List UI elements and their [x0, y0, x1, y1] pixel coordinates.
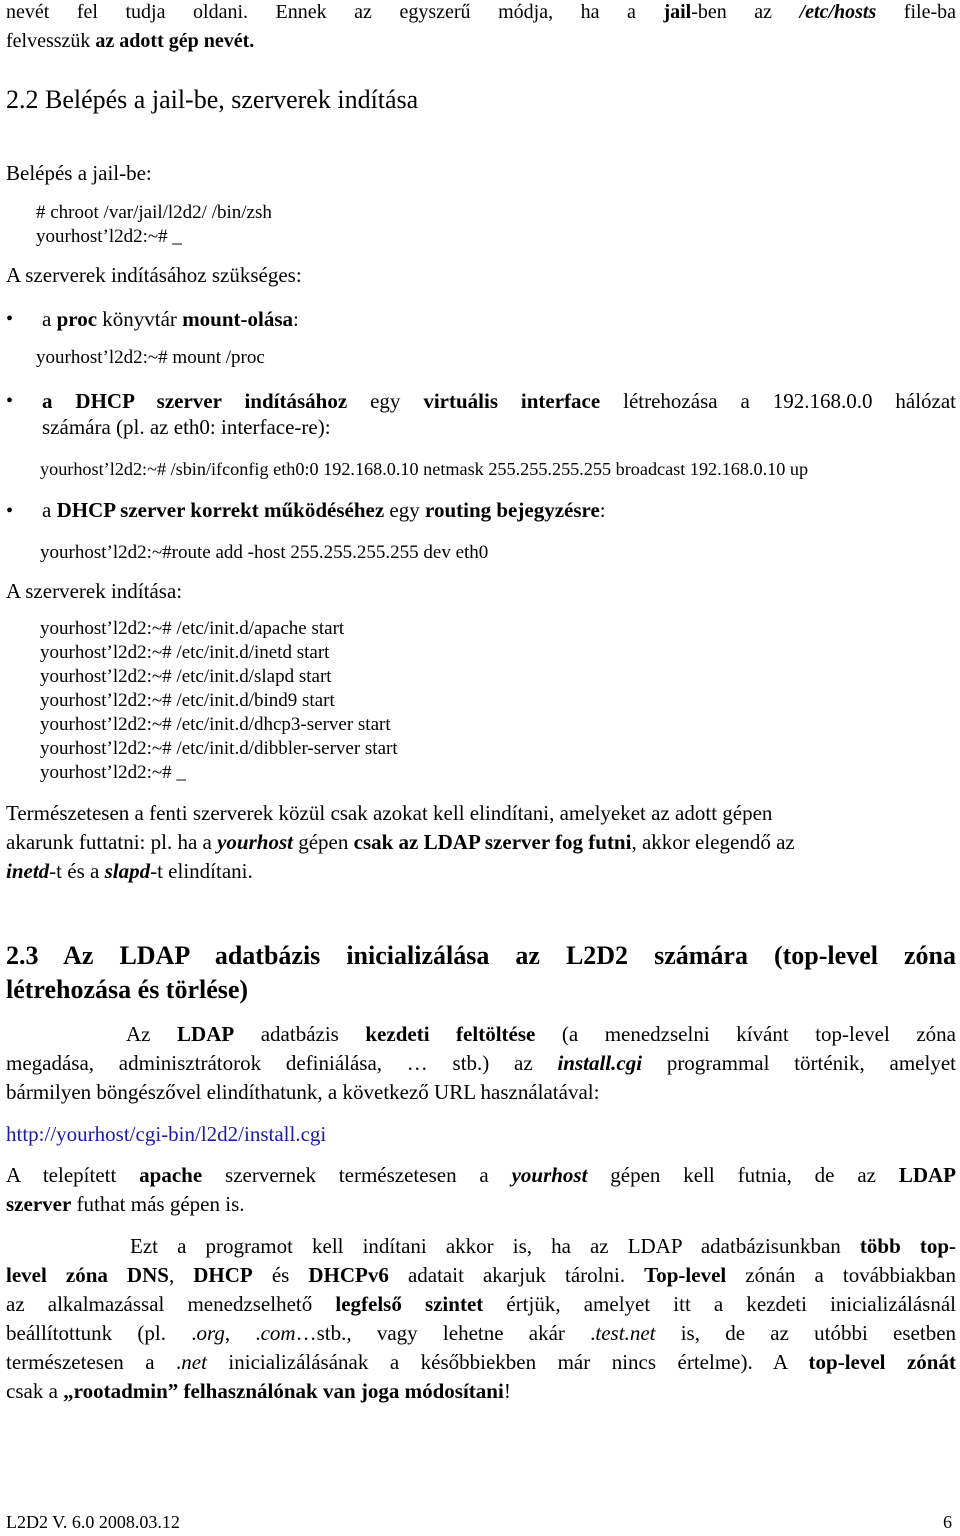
text: -t és a: [49, 859, 105, 883]
text: megadása, adminisztrátorok definiálása, … stb.) az: [6, 1051, 558, 1075]
text: értjük, amelyet itt a kezdeti inicializálásnál: [483, 1292, 957, 1316]
p1-line-3: bármilyen böngészővel elindíthatunk, a következő URL használatával:: [6, 1080, 600, 1104]
text: …stb., vagy lehetne akár .: [295, 1321, 596, 1345]
text: természetesen a .: [6, 1350, 182, 1374]
p3-line-4: [6, 1320, 956, 1346]
text: !: [503, 1379, 511, 1403]
text: a: [42, 307, 57, 331]
start-prompt: yourhost’l2d2:~# _: [40, 762, 186, 783]
chroot-command: # chroot /var/jail/l2d2/ /bin/zsh: [36, 202, 272, 223]
section-2-2-heading: 2.2 Belépés a jail-be, szerverek indítása: [6, 85, 419, 114]
bold-text: legfelső szintet: [335, 1292, 484, 1316]
text: Ezt a programot kell indítani akkor is, ha az LDAP adatbázisunkban: [130, 1234, 860, 1258]
text: felvesszük: [6, 30, 96, 52]
bullet-dot: •: [6, 308, 14, 330]
text: inicializálásának a későbbiekben már nincs értelme). A: [206, 1350, 809, 1374]
hosts-path: /etc/hosts: [799, 1, 877, 23]
italic-text: net: [181, 1350, 207, 1374]
install-url-link[interactable]: http://yourhost/cgi-bin/l2d2/install.cgi: [6, 1122, 327, 1146]
yourhost-term: yourhost: [511, 1163, 588, 1187]
bullet-proc-mount: [42, 306, 299, 332]
text: egy: [384, 498, 425, 522]
text: akarunk futtatni: pl. ha a: [6, 830, 218, 854]
text: Az: [126, 1022, 178, 1046]
italic-text: test.net: [595, 1321, 656, 1345]
bold-text: csak az LDAP szerver fog futni: [353, 830, 632, 854]
p3-line-1: [130, 1233, 956, 1259]
jail-term: jail: [663, 1, 692, 23]
bold-text: virtuális interface: [423, 389, 601, 413]
text: csak a: [6, 1379, 64, 1403]
p3-line-5: [6, 1349, 956, 1375]
ifconfig-command: yourhost’l2d2:~# /sbin/ifconfig eth0:0 192.168.0.10 netmask 255.255.255.255 broadcast 192.168.0.10 up: [40, 459, 809, 479]
footer-version: L2D2 V. 6.0 2008.03.12: [6, 1512, 180, 1532]
bullet-dot: •: [6, 500, 14, 522]
start-command-bind9: yourhost’l2d2:~# /etc/init.d/bind9 start: [40, 690, 335, 711]
bold-text: az adott gép nevét.: [95, 30, 255, 52]
route-command: yourhost’l2d2:~#route add -host 255.255.255.255 dev eth0: [40, 542, 489, 563]
bold-text: kezdeti feltöltése: [365, 1022, 536, 1046]
start-heading: A szerverek indítása:: [6, 579, 183, 603]
text: a: [42, 498, 57, 522]
apache-term: apache: [139, 1163, 203, 1187]
text: gépen kell futnia, de az: [587, 1163, 899, 1187]
mount-command: yourhost’l2d2:~# mount /proc: [36, 347, 265, 368]
p3-line-3: [6, 1291, 956, 1317]
start-command-inetd: yourhost’l2d2:~# /etc/init.d/inetd start: [40, 642, 330, 663]
bold-text: Top-level: [644, 1263, 727, 1287]
text: szervernek természetesen a: [202, 1163, 512, 1187]
bullet-dhcp-interface: [42, 388, 956, 414]
mount-term: mount-olása: [182, 307, 294, 331]
bold-text: top-level zónát: [808, 1350, 956, 1374]
bullet-dhcp-interface-line2: számára (pl. az eth0: interface-re):: [42, 415, 331, 439]
text: file-ba: [876, 1, 956, 23]
p3-line-6: [6, 1378, 511, 1404]
bold-text: level zóna DNS: [6, 1263, 169, 1287]
text: ,: [168, 1263, 194, 1287]
p2-line-2: [6, 1191, 245, 1217]
text: is, de az utóbbi esetben: [655, 1321, 957, 1345]
page-number: 6: [943, 1512, 952, 1532]
text: gépen: [292, 830, 354, 854]
start-command-apache: yourhost’l2d2:~# /etc/init.d/apache start: [40, 618, 345, 639]
bold-text: „rootadmin” felhasználónak van joga módosítani: [63, 1379, 504, 1403]
bullet-dot: •: [6, 390, 14, 412]
text: adatait akarjuk tárolni.: [388, 1263, 645, 1287]
paragraph-line-2: [6, 829, 795, 855]
italic-text: org: [196, 1321, 225, 1345]
intro-line-1: [6, 0, 956, 24]
bold-text: a DHCP szerver indításához: [42, 389, 348, 413]
p1-line-2: [6, 1050, 956, 1076]
text: -t elindítani.: [150, 859, 253, 883]
bold-text: szerver: [6, 1192, 72, 1216]
text: az alkalmazással menedzselhető: [6, 1292, 336, 1316]
bullet-routing: [42, 497, 606, 523]
bold-text: DHCP: [193, 1263, 253, 1287]
start-command-slapd: yourhost’l2d2:~# /etc/init.d/slapd start: [40, 666, 332, 687]
bold-text: több top-: [859, 1234, 956, 1258]
text: :: [599, 498, 606, 522]
jail-entry-subheading: Belépés a jail-be:: [6, 161, 152, 185]
text: (a menedzselni kívánt top-level zóna: [535, 1022, 957, 1046]
install-cgi-term: install.cgi: [557, 1051, 643, 1075]
requirements-heading: A szerverek indításához szükséges:: [6, 263, 302, 287]
yourhost-term: yourhost: [217, 830, 293, 854]
start-command-dhcp3: yourhost’l2d2:~# /etc/init.d/dhcp3-server start: [40, 714, 391, 735]
text: , .: [224, 1321, 261, 1345]
text: , akkor elegendő az: [631, 830, 795, 854]
text: futhat más gépen is.: [71, 1192, 245, 1216]
text: adatbázis: [234, 1022, 366, 1046]
slapd-term: slapd: [104, 859, 151, 883]
text: és: [252, 1263, 309, 1287]
ldap-term: LDAP: [177, 1022, 235, 1046]
text: egy: [347, 389, 424, 413]
text: programmal történik, amelyet: [642, 1051, 956, 1075]
text: létrehozása a 192.168.0.0 hálózat: [600, 389, 956, 413]
intro-line-2: [6, 29, 254, 53]
shell-prompt: yourhost’l2d2:~# _: [36, 226, 182, 247]
bold-text: DHCPv6: [308, 1263, 389, 1287]
inetd-term: inetd: [6, 859, 50, 883]
paragraph-line-3: [6, 858, 253, 884]
italic-text: com: [260, 1321, 296, 1345]
text: beállítottunk (pl. .: [6, 1321, 197, 1345]
section-2-3-heading-line-2: létrehozása és törlése): [6, 975, 249, 1004]
section-2-3-heading-line-1: 2.3 Az LDAP adatbázis inicializálása az L2D2 számára (top-level zóna: [6, 941, 956, 970]
p3-line-2: [6, 1262, 956, 1288]
text: :: [293, 307, 299, 331]
p1-line-1: [126, 1021, 956, 1047]
text: zónán a továbbiakban: [726, 1263, 956, 1287]
text: nevét fel tudja oldani. Ennek az egyszerű módja, ha a: [6, 1, 664, 23]
ldap-term: LDAP: [898, 1163, 956, 1187]
start-command-dibbler: yourhost’l2d2:~# /etc/init.d/dibbler-server start: [40, 738, 398, 759]
text: -ben az: [691, 1, 800, 23]
bold-text: DHCP szerver korrekt működéséhez: [56, 498, 385, 522]
proc-term: proc: [56, 307, 98, 331]
paragraph-line-1: Természetesen a fenti szerverek közül csak azokat kell elindítani, amelyeket az adott gépen: [6, 801, 773, 825]
p2-line-1: [6, 1162, 956, 1188]
text: könyvtár: [97, 307, 183, 331]
text: A telepített: [6, 1163, 140, 1187]
bold-text: routing bejegyzésre: [425, 498, 600, 522]
